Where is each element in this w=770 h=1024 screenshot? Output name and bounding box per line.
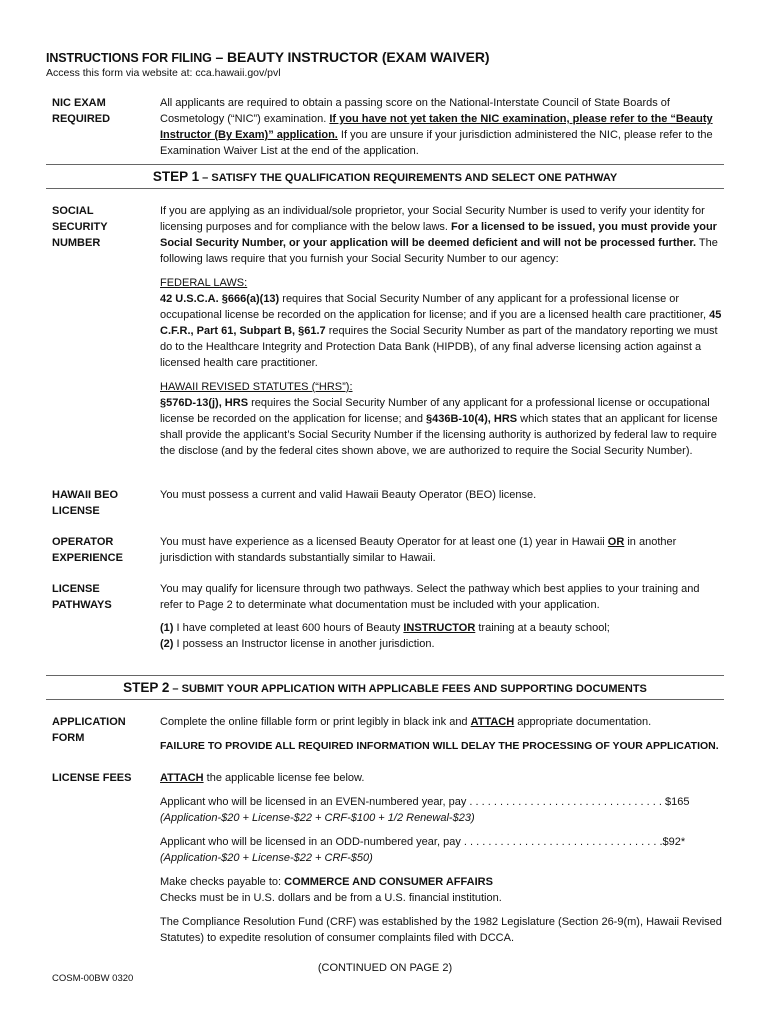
divider <box>46 675 724 676</box>
attach-emphasis: ATTACH <box>470 716 515 728</box>
federal-laws-heading: FEDERAL LAWS: <box>160 277 248 289</box>
label-line: APPLICATION <box>52 716 126 728</box>
text: I possess an Instructor license in another jurisdiction. <box>173 638 435 650</box>
attach-emphasis: ATTACH <box>160 772 204 784</box>
text: If you are unsure if your jurisdiction administered the NIC, please refer to the Examination Waiver List at the end of the application. <box>160 129 713 157</box>
ssn-requirement: For a licensed to be issued, you must provide your Social Security Number, or your application will be deemed deficient and will not be processed further. <box>160 221 717 249</box>
crf-note: The Compliance Resolution Fund (CRF) was established by the 1982 Legislature (Section 26-9(m), Hawaii Revised Statutes) to expedite resolution of consumer complaints filed with DCCA. <box>160 916 722 944</box>
experience-text <box>160 534 725 566</box>
citation: §576D-13(j), HRS <box>160 397 249 409</box>
application-label <box>52 714 152 746</box>
page-title <box>46 49 489 65</box>
text: the applicable license fee below. <box>203 772 365 784</box>
hrs-heading: HAWAII REVISED STATUTES (“HRS”): <box>160 381 353 393</box>
fees-text <box>160 770 725 946</box>
pathway-option-2 <box>160 636 725 652</box>
fees-label <box>52 770 152 786</box>
beo-label <box>52 487 152 519</box>
option-number: (2) <box>160 638 174 650</box>
title-main: – BEAUTY INSTRUCTOR (EXAM WAIVER) <box>211 49 490 65</box>
failure-warning: FAILURE TO PROVIDE ALL REQUIRED INFORMATION WILL DELAY THE PROCESSING OF YOUR APPLICATION. <box>160 740 719 752</box>
step-1-heading <box>46 169 724 184</box>
label-line: FORM <box>52 732 85 744</box>
step-2-heading <box>46 680 724 695</box>
nic-exam-text <box>160 95 725 159</box>
or-emphasis: OR <box>607 536 625 548</box>
ssn-text <box>160 203 725 459</box>
pathways-text <box>160 581 725 652</box>
step-text: – SUBMIT YOUR APPLICATION WITH APPLICABLE FEES AND SUPPORTING DOCUMENTS <box>169 683 647 695</box>
label-line: HAWAII BEO <box>52 489 119 501</box>
text: requires the Social Security Number as part of the mandatory reporting we must do to the Healthcare Integrity and Protection Data Bank (HIPDB), of any final adverse licensing action against a licensed health care practitioner. <box>160 325 718 369</box>
form-id: COSM-00BW 0320 <box>52 973 134 984</box>
text: which states that an applicant for license shall provide the applicant’s Social Security Number if the licensing authority is authorized by federal law to require the disclose (and by the federal cites shown above, we are authorized to require the Social Security Number). <box>160 413 718 457</box>
text: You may qualify for licensure through two pathways. Select the pathway which best applies to your training and refer to Page 2 to determinate what documentation must be included with your application. <box>160 583 700 611</box>
instructor-emphasis: INSTRUCTOR <box>403 622 476 634</box>
label-line: OPERATOR <box>52 536 114 548</box>
label-line: PATHWAYS <box>52 599 112 611</box>
citation: §436B-10(4), HRS <box>426 413 518 425</box>
text: All applicants are required to obtain a passing score on the National-Interstate Council of State Boards of Cosmetology (“NIC”) examination. <box>160 97 670 125</box>
payee: COMMERCE AND CONSUMER AFFAIRS <box>284 876 493 888</box>
step-number: STEP 1 <box>152 169 200 184</box>
nic-exam-label <box>52 95 152 127</box>
odd-year-fee-breakdown: (Application-$20 + License-$22 + CRF-$50) <box>160 852 373 864</box>
text: Complete the online fillable form or print legibly in black ink and <box>160 716 471 728</box>
option-number: (1) <box>160 622 174 634</box>
text: appropriate documentation. <box>514 716 652 728</box>
website-note: Access this form via website at: cca.hawaii.gov/pvl <box>46 67 281 79</box>
check-note: Checks must be in U.S. dollars and be from a U.S. financial institution. <box>160 892 502 904</box>
divider <box>46 164 724 165</box>
text: If you are applying as an individual/sole proprietor, your Social Security Number is used to verify your identity for licensing purposes and for compliance with the below laws. <box>160 205 705 233</box>
pathway-option-1 <box>160 620 725 636</box>
divider <box>46 188 724 189</box>
step-text: – SATISFY THE QUALIFICATION REQUIREMENTS AND SELECT ONE PATHWAY <box>199 172 618 184</box>
citation: 45 C.F.R., Part 61, Subpart B, §61.7 <box>160 309 722 337</box>
title-prefix: INSTRUCTIONS FOR FILING <box>46 51 212 65</box>
step-number: STEP 2 <box>123 680 170 695</box>
continued-note: (CONTINUED ON PAGE 2) <box>317 962 453 974</box>
even-year-fee: Applicant who will be licensed in an EVEN-numbered year, pay . . . . . . . . . . . . . . . . . . . . . . . . . . . . . . . . $165 <box>160 796 690 808</box>
citation: 42 U.S.C.A. §666(a)(13) <box>160 293 280 305</box>
experience-label <box>52 534 152 566</box>
text: I have completed at least 600 hours of Beauty <box>173 622 404 634</box>
text: The following laws require that you furnish your Social Security Number to our agency: <box>160 237 718 265</box>
label-line: SOCIAL SECURITY <box>52 205 108 233</box>
ssn-label <box>52 203 152 251</box>
text: You must have experience as a licensed Beauty Operator for at least one (1) year in Hawaii <box>160 536 608 548</box>
divider <box>46 699 724 700</box>
label-line: LICENSE <box>52 583 100 595</box>
even-year-fee-breakdown: (Application-$20 + License-$22 + CRF-$100 + 1/2 Renewal-$23) <box>160 812 475 824</box>
label-line: LICENSE <box>52 505 100 517</box>
label-line: LICENSE FEES <box>52 772 132 784</box>
text: Make checks payable to: <box>160 876 285 888</box>
application-text <box>160 714 725 754</box>
by-exam-reference: If you have not yet taken the NIC examination, please refer to the “Beauty Instructor (By Exam)” application. <box>160 113 713 141</box>
label-line: EXPERIENCE <box>52 552 123 564</box>
odd-year-fee: Applicant who will be licensed in an ODD-numbered year, pay . . . . . . . . . . . . . . . . . . . . . . . . . . . . . . . . .$92* <box>160 836 686 848</box>
text: in another jurisdiction with standards substantially similar to Hawaii. <box>160 536 677 564</box>
text: requires that Social Security Number of any applicant for a professional license or occupational license be recorded on the application for license; and if you are a licensed health care practitioner, <box>160 293 710 321</box>
label-line: NIC EXAM <box>52 97 106 109</box>
text: training at a beauty school; <box>475 622 610 634</box>
label-line: REQUIRED <box>52 113 111 125</box>
beo-text: You must possess a current and valid Hawaii Beauty Operator (BEO) license. <box>160 489 537 501</box>
text: requires the Social Security Number of any applicant for a professional license or occupational license be recorded on the application for license; and <box>160 397 710 425</box>
pathways-label <box>52 581 152 613</box>
label-line: NUMBER <box>52 237 101 249</box>
